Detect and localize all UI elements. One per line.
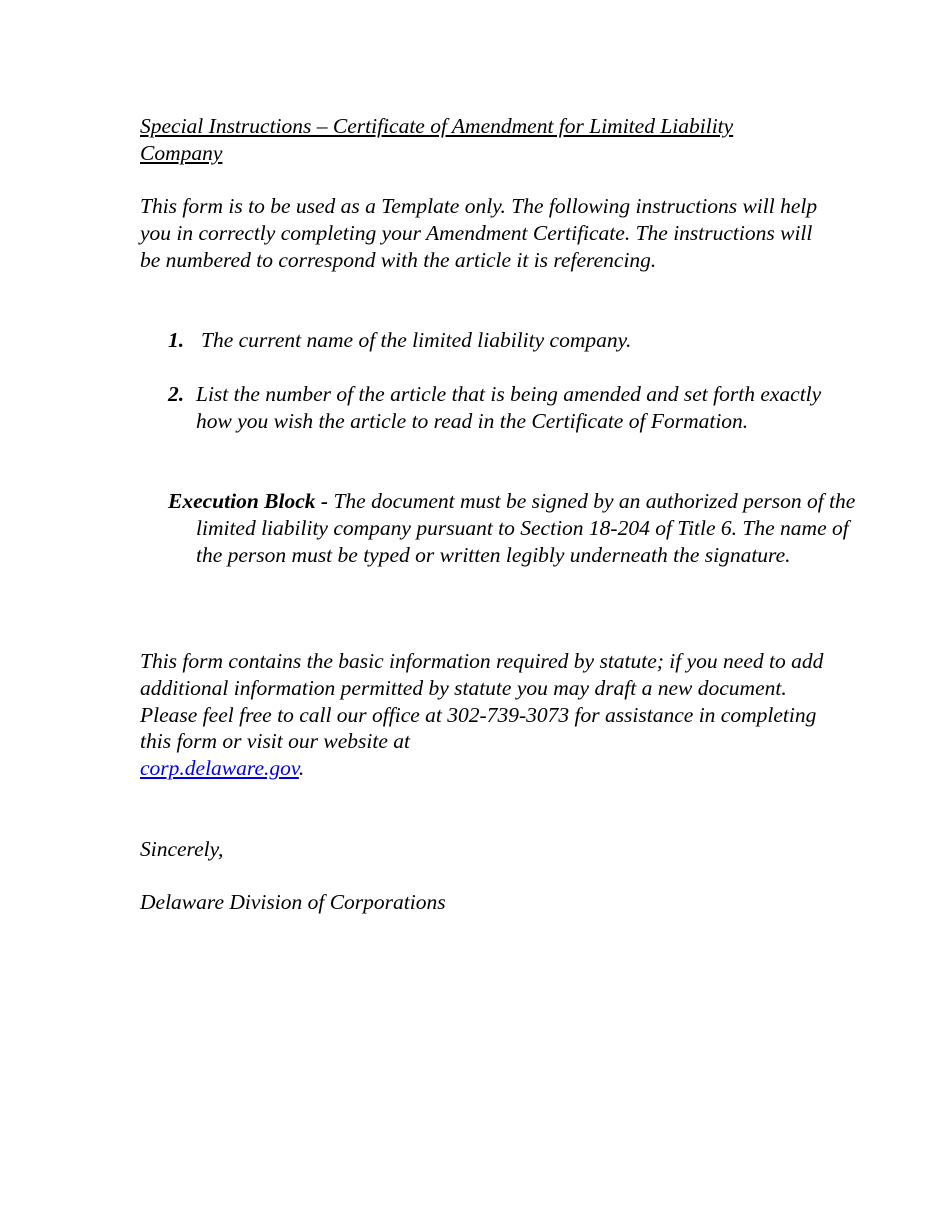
item-number: 2. [168,382,185,406]
closing-paragraph [140,648,830,782]
execution-block-text: The document must be signed by an authorized person of the limited liability company pursuant to Section 18-204 of Title 6. The name of the person must be typed or written legibly underneath the signature. [196,489,856,567]
closing-text: This form contains the basic information required by statute; if you need to add additional information permitted by statute you may draft a new document. Please feel free to call our office at 302-739-3073 for assistance in completing this form or visit our website at [140,649,824,754]
item-text: List the number of the article that is being amended and set forth exactly how you wish the article to read in the Certificate of Formation. [196,382,822,433]
instruction-item-2 [168,381,856,435]
item-number: 1. [168,328,185,352]
instruction-item-1 [168,327,856,354]
item-text: The current name of the limited liability company. [201,328,632,352]
signoff-text: Delaware Division of Corporations [140,890,446,914]
closing-period: . [298,756,305,781]
website-link[interactable]: corp.delaware.gov [140,756,299,781]
intro-paragraph: This form is to be used as a Template only. The following instructions will help you in correctly completing your Amendment Certificate. The instructions will be numbered to correspond with the article it is referencing. [140,194,818,272]
sincerely-text: Sincerely, [140,837,224,861]
document-title: Special Instructions – Certificate of Amendment for Limited Liability Company [140,114,734,165]
execution-block [168,488,856,568]
execution-block-label: Execution Block - [168,489,329,513]
